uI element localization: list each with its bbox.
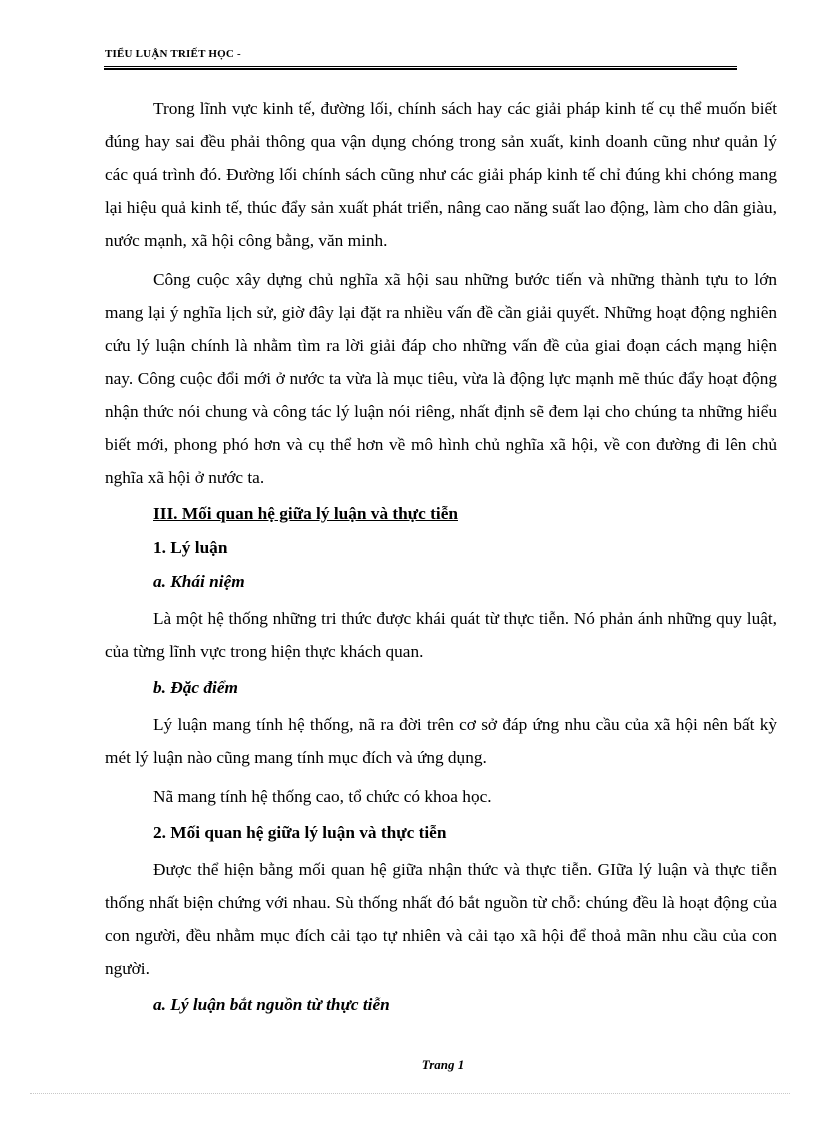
page-edge-divider bbox=[30, 1093, 790, 1094]
subheading-theory: 1. Lý luận bbox=[153, 538, 228, 557]
paragraph-characteristics: Lý luận mang tính hệ thống, nã ra đời trên cơ sở đáp ứng nhu cầu của xã hội nên bất kỳ mét lý luận nào cũng mang tính mục đích và ứng dụng. bbox=[105, 715, 777, 767]
paragraph-relationship: Được thể hiện bằng mối quan hệ giữa nhận thức và thực tiễn. GIữa lý luận và thực tiễn thống nhất biện chứng với nhau. Sù thống nhất đó bắt nguồn từ chỗ: chúng đều là hoạt động của con người, đều nhằm mục đích cải tạo tự nhiên và cải tạo xã hội để thoả mãn nhu cầu của con người. bbox=[105, 860, 777, 978]
paragraph-concept: Là một hệ thống những tri thức được khái quát từ thực tiễn. Nó phản ánh những quy luật, của từng lĩnh vực trong hiện thực khách quan. bbox=[105, 609, 777, 661]
paragraph-system: Nã mang tính hệ thống cao, tổ chức có khoa học. bbox=[153, 787, 492, 806]
document-body bbox=[105, 92, 777, 1025]
running-header: TIỂU LUẬN TRIẾT HỌC - bbox=[105, 48, 241, 60]
paragraph-economy: Trong lĩnh vực kinh tế, đường lối, chính sách hay các giải pháp kinh tế cụ thể muốn biết đúng hay sai đều phải thông qua vận dụng chóng trong sản xuất, kinh doanh cũng như quản lý các quá trình đó. Đường lối chính sách cũng như các giải pháp kinh tế chỉ đúng khi chóng mang lại hiệu quả kinh tế, thúc đẩy sản xuất phát triển, nâng cao năng suất lao động, làm cho dân giàu, nước mạnh, xã hội công bằng, văn minh. bbox=[105, 99, 777, 250]
section-heading-3-text: III. Mối quan hệ giữa lý luận và thực tiễn bbox=[153, 504, 458, 523]
subheading-origin: a. Lý luận bắt nguồn từ thực tiễn bbox=[153, 995, 390, 1014]
header-rule-thick bbox=[104, 68, 737, 70]
page-number: Trang 1 bbox=[421, 1057, 465, 1072]
subheading-characteristics: b. Đặc điểm bbox=[153, 678, 238, 697]
subheading-concept: a. Khái niệm bbox=[153, 572, 245, 591]
header-rule-thin bbox=[104, 66, 737, 67]
section-heading-3 bbox=[105, 500, 777, 528]
subheading-relationship: 2. Mối quan hệ giữa lý luận và thực tiễn bbox=[153, 823, 447, 842]
paragraph-socialism: Công cuộc xây dựng chủ nghĩa xã hội sau những bước tiến và những thành tựu to lớn mang lại ý nghĩa lịch sử, giờ đây lại đặt ra nhiều vấn đề cần giải quyết. Những hoạt động nghiên cứu lý luận chính là nhằm tìm ra lời giải đáp cho những vấn đề của giai đoạn cách mạng hiện nay. Công cuộc đổi mới ở nước ta vừa là mục tiêu, vừa là động lực mạnh mẽ thúc đẩy hoạt động nhận thức nói chung và công tác lý luận nói riêng, nhất định sẽ đem lại cho chúng ta những hiểu biết mới, phong phó hơn và cụ thể hơn về mô hình chủ nghĩa xã hội, về con đường đi lên chủ nghĩa xã hội ở nước ta. bbox=[105, 270, 777, 487]
